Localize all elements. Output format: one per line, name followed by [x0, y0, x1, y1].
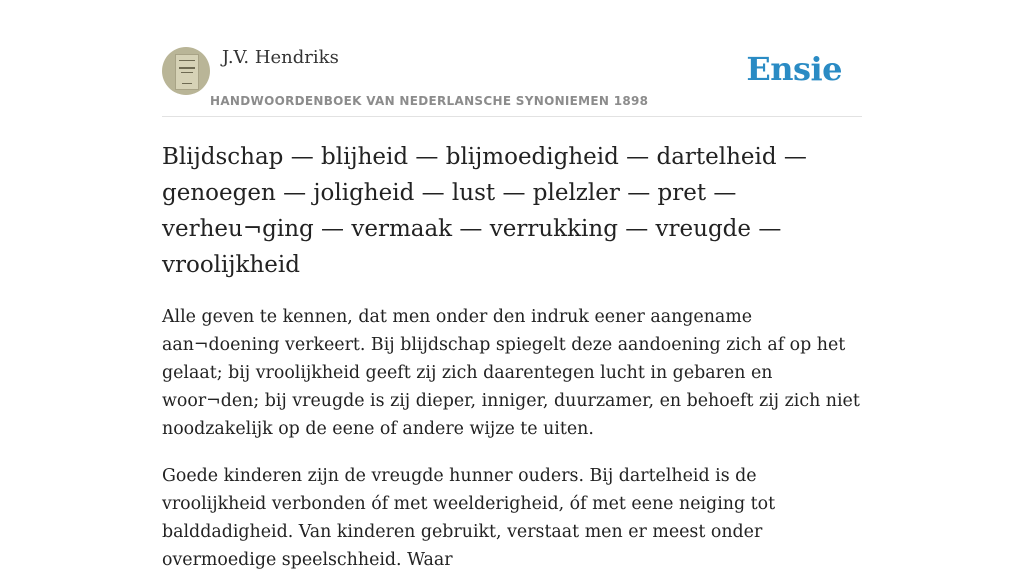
cover-line [179, 60, 195, 61]
brand-logo[interactable]: Ensie [746, 50, 842, 88]
cover-line [182, 83, 192, 84]
entry-paragraph: Goede kinderen zijn de vreugde hunner ouders. Bij dartelheid is de vroolijkheid verbonden óf met weelderigheid, óf met eene neiging tot balddadigheid. Van kinderen gebruikt, verstaat men er meest onder overmoedige speelschheid. Waar [162, 466, 776, 570]
source-title[interactable]: HANDWOORDENBOEK VAN NEDERLANSCHE SYNONIEMEN 1898 [210, 94, 649, 108]
article-header [162, 0, 862, 117]
author-name[interactable]: J.V. Hendriks [222, 47, 339, 68]
cover-line [179, 67, 195, 69]
book-cover-page [175, 54, 199, 90]
entry-paragraph: Alle geven te kennen, dat men onder den indruk eener aangename aan¬doening verkeert. Bij blijdschap spiegelt deze aandoening zich af op het gelaat; bij vroolijkheid geeft zij zich daarentegen lucht in gebaren en woor¬den; bij vreugde is zij dieper, inniger, duurzamer, en behoeft zij zich niet noodzakelijk op de eene of andere wijze te uiten. [162, 307, 860, 439]
entry-title: Blijdschap — blijheid — blijmoedigheid — dartelheid — genoegen — joligheid — lust — plelzler — pret — verheu¬ging — vermaak — verrukking — vreugde — vroolijkheid [162, 144, 807, 278]
cover-line [181, 72, 193, 73]
article-container [162, 0, 862, 574]
book-cover-icon[interactable] [162, 47, 210, 95]
